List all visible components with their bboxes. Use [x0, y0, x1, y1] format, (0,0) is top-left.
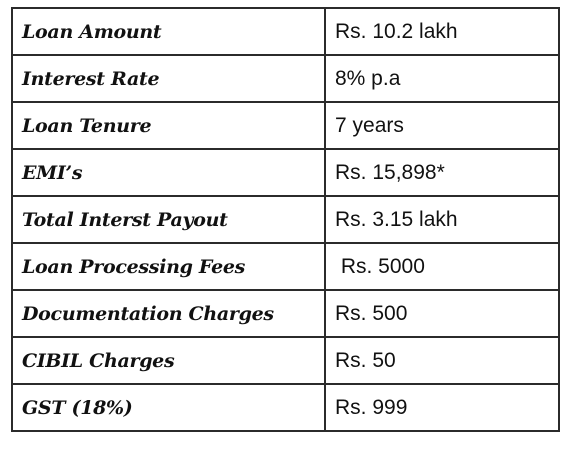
row-value-gst: Rs. 999: [325, 384, 559, 431]
row-value-loan-amount: Rs. 10.2 lakh: [325, 8, 559, 55]
table-row-processing-fees: [12, 243, 559, 290]
row-label-emi: EMI’s: [12, 149, 325, 196]
row-label-loan-tenure: Loan Tenure: [12, 102, 325, 149]
table-row-total-interest-payout: [12, 196, 559, 243]
row-label-interest-rate: Interest Rate: [12, 55, 325, 102]
row-value-interest-rate: 8% p.a: [325, 55, 559, 102]
row-label-loan-amount: Loan Amount: [12, 8, 325, 55]
row-value-emi: Rs. 15,898*: [325, 149, 559, 196]
table-row-interest-rate: [12, 55, 559, 102]
row-value-cibil-charges: Rs. 50: [325, 337, 559, 384]
table-row-gst: [12, 384, 559, 431]
table-row-cibil-charges: [12, 337, 559, 384]
table-row-emi: [12, 149, 559, 196]
row-value-documentation-charges: Rs. 500: [325, 290, 559, 337]
row-label-documentation-charges: Documentation Charges: [12, 290, 325, 337]
loan-details-table: [11, 7, 560, 432]
table-row-documentation-charges: [12, 290, 559, 337]
row-value-loan-tenure: 7 years: [325, 102, 559, 149]
row-value-processing-fees: Rs. 5000: [325, 243, 559, 290]
table-row-loan-amount: [12, 8, 559, 55]
row-label-gst: GST (18%): [12, 384, 325, 431]
table-row-loan-tenure: [12, 102, 559, 149]
row-label-processing-fees: Loan Processing Fees: [12, 243, 325, 290]
row-label-total-interest-payout: Total Interst Payout: [12, 196, 325, 243]
row-value-total-interest-payout: Rs. 3.15 lakh: [325, 196, 559, 243]
row-label-cibil-charges: CIBIL Charges: [12, 337, 325, 384]
